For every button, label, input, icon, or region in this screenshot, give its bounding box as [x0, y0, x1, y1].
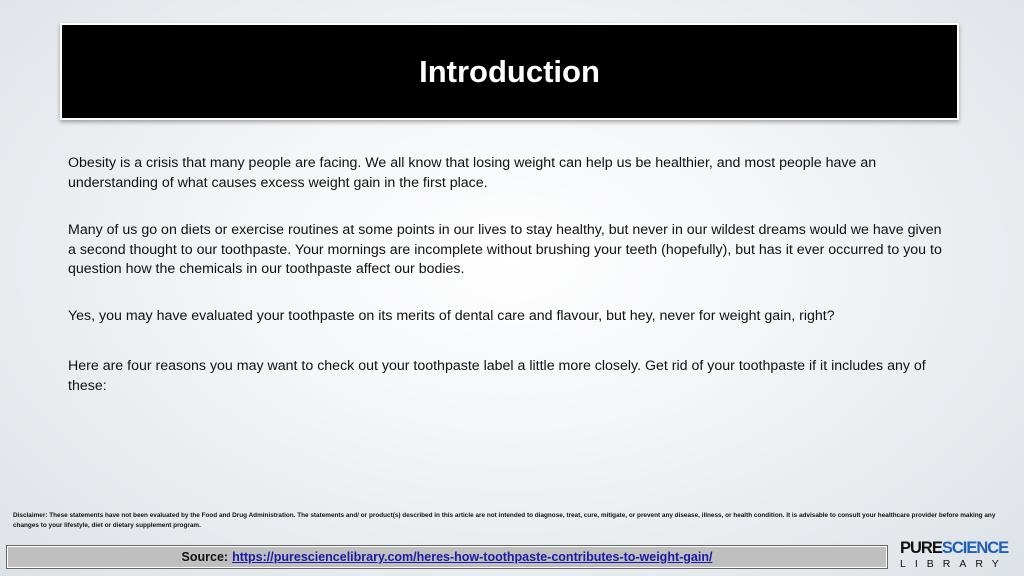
- disclaimer-text: Disclaimer: These statements have not been evaluated by the Food and Drug Administration. The statements and/ or product(s) described in this article are not intended to diagnose, treat, cure, mitigate, or prevent any disease, illness, or health condition. It is advisable to consult your healthcare provider before making any changes to your lifestyle, diet or dietary supplement program.: [13, 512, 996, 529]
- logo-word-pure: PURE: [900, 539, 942, 557]
- title-bar: [60, 23, 959, 120]
- pure-science-library-logo: [900, 539, 1009, 572]
- source-label: Source:: [181, 550, 229, 564]
- source-bar: [6, 545, 888, 569]
- slide-title: Introduction: [419, 53, 600, 89]
- logo-word-library: LIBRARY: [900, 558, 1008, 570]
- paragraph-3: Yes, you may have evaluated your toothpaste on its merits of dental care and flavour, but hey, never for weight gain, right?: [68, 308, 835, 324]
- paragraph-2: Many of us go on diets or exercise routines at some points in our lives to stay healthy, but never in our wildest dreams would we have given a second thought to our toothpaste. Your mornings are incomplete without brushing your teeth (hopefully), but has it ever occurred to you to question how the chemicals in our toothpaste affect our bodies.: [68, 222, 942, 277]
- paragraph-1: Obesity is a crisis that many people are facing. We all know that losing weight can help us be healthier, and most people have an understanding of what causes excess weight gain in the first place.: [68, 155, 877, 191]
- source-link[interactable]: https://puresciencelibrary.com/heres-how-toothpaste-contributes-to-weight-gain/: [232, 550, 713, 564]
- paragraph-4: Here are four reasons you may want to check out your toothpaste label a little more closely. Get rid of your toothpaste if it includes any of these:: [68, 358, 926, 394]
- logo-word-science: SCIENCE: [941, 539, 1009, 557]
